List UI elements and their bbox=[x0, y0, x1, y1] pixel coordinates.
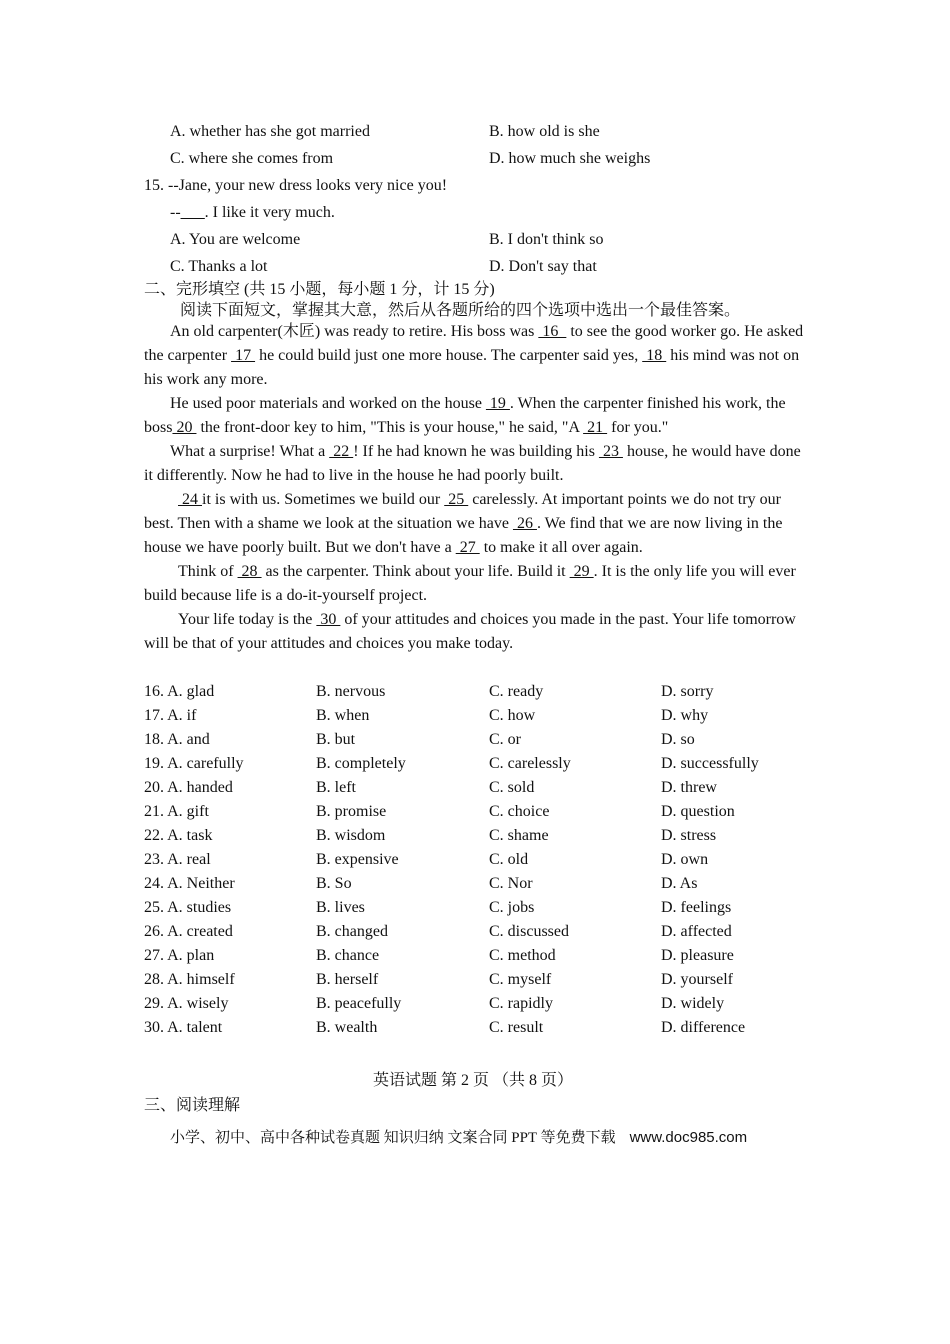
option-c: C. carelessly bbox=[489, 755, 571, 772]
option-a: 28. A. himself bbox=[144, 971, 235, 988]
passage-text: his mind was not on his work any more. bbox=[144, 347, 800, 388]
option-b: B. completely bbox=[316, 755, 406, 772]
option-a: 27. A. plan bbox=[144, 947, 215, 964]
q15-option-c: C. Thanks a lot bbox=[170, 258, 268, 275]
option-d: D. As bbox=[661, 875, 698, 892]
option-d: D. threw bbox=[661, 779, 717, 796]
option-c: C. result bbox=[489, 1019, 544, 1036]
blank-23: 23 bbox=[598, 443, 623, 460]
option-row bbox=[0, 946, 950, 970]
option-row bbox=[0, 898, 950, 922]
option-b: B. expensive bbox=[316, 851, 399, 868]
option-d: D. widely bbox=[661, 995, 725, 1012]
passage-paragraph-5 bbox=[144, 560, 804, 608]
option-a: 19. A. carefully bbox=[144, 755, 244, 772]
blank-30: 30 bbox=[316, 611, 341, 628]
passage-paragraph-4 bbox=[144, 488, 804, 560]
blank-21: 21 bbox=[583, 419, 608, 436]
blank-27: 27 bbox=[455, 539, 480, 556]
passage-text: to make it all over again. bbox=[479, 539, 643, 556]
blank-18: 18 bbox=[642, 347, 667, 364]
option-c: C. Nor bbox=[489, 875, 533, 892]
passage-text: What a surprise! What a bbox=[170, 443, 330, 460]
option-a: 16. A. glad bbox=[144, 683, 215, 700]
option-d: D. yourself bbox=[661, 971, 733, 988]
page-number-label: 英语试题 第 2 页 （共 8 页） bbox=[373, 1072, 574, 1089]
option-d: D. stress bbox=[661, 827, 717, 844]
passage-text: Your life today is the bbox=[178, 611, 317, 628]
option-c: C. discussed bbox=[489, 923, 569, 940]
option-a: 24. A. Neither bbox=[144, 875, 235, 892]
passage-text: the front-door key to him, "This is your house," he said, "A bbox=[196, 419, 584, 436]
q14-option-b: B. how old is she bbox=[489, 123, 600, 140]
option-b: B. lives bbox=[316, 899, 365, 916]
option-a: 18. A. and bbox=[144, 731, 210, 748]
option-c: C. shame bbox=[489, 827, 549, 844]
passage-text: . When the carpenter finished his work, the boss bbox=[144, 395, 786, 436]
ad-banner bbox=[170, 1128, 747, 1148]
option-a: 30. A. talent bbox=[144, 1019, 223, 1036]
option-b: B. nervous bbox=[316, 683, 386, 700]
passage-text: house, he would have done it differently. Now he had to live in the house he had poorly built. bbox=[144, 443, 801, 484]
option-row bbox=[0, 994, 950, 1018]
option-c: C. or bbox=[489, 731, 521, 748]
blank-29: 29 bbox=[569, 563, 594, 580]
option-d: D. sorry bbox=[661, 683, 714, 700]
passage-text: he could build just one more house. The carpenter said yes, bbox=[255, 347, 643, 364]
option-d: D. question bbox=[661, 803, 735, 820]
passage-paragraph-3 bbox=[144, 440, 804, 488]
passage-text: . It is the only life you will ever build because life is a do-it-yourself project. bbox=[144, 563, 796, 604]
ad-text: 小学、初中、高中各种试卷真题 知识归纳 文案合同 PPT 等免费下载 bbox=[170, 1130, 616, 1146]
option-a: 20. A. handed bbox=[144, 779, 233, 796]
option-c: C. method bbox=[489, 947, 556, 964]
option-row bbox=[0, 970, 950, 994]
option-a: 17. A. if bbox=[144, 707, 197, 724]
passage-text: An old carpenter(木匠) was ready to retire. His boss was bbox=[170, 323, 539, 340]
option-b: B. but bbox=[316, 731, 356, 748]
q15-option-a: A. You are welcome bbox=[170, 231, 301, 248]
option-c: C. rapidly bbox=[489, 995, 553, 1012]
option-row bbox=[0, 682, 950, 706]
option-row bbox=[0, 874, 950, 898]
q14-option-d: D. how much she weighs bbox=[489, 150, 651, 167]
option-c: C. how bbox=[489, 707, 536, 724]
passage-text: ! If he had known he was building his bbox=[353, 443, 599, 460]
option-a: 21. A. gift bbox=[144, 803, 209, 820]
passage-text: of your attitudes and choices you made in the past. Your life tomorrow will be that of your attitudes and choices you make today. bbox=[144, 611, 796, 652]
option-c: C. jobs bbox=[489, 899, 535, 916]
option-c: C. ready bbox=[489, 683, 544, 700]
q14-option-a: A. whether has she got married bbox=[170, 123, 370, 140]
passage-paragraph-2 bbox=[144, 392, 804, 440]
option-b: B. when bbox=[316, 707, 370, 724]
option-d: D. difference bbox=[661, 1019, 746, 1036]
option-d: D. feelings bbox=[661, 899, 732, 916]
passage-text: Think of bbox=[178, 563, 238, 580]
q15-reply bbox=[170, 203, 335, 223]
blank-28: 28 bbox=[237, 563, 262, 580]
option-row bbox=[0, 802, 950, 826]
q15-reply-prefix: -- bbox=[170, 204, 181, 221]
option-d: D. affected bbox=[661, 923, 732, 940]
option-row bbox=[0, 826, 950, 850]
passage-text: to see the good worker go. He asked the carpenter bbox=[144, 323, 804, 364]
option-row bbox=[0, 850, 950, 874]
option-a: 22. A. task bbox=[144, 827, 213, 844]
option-c: C. sold bbox=[489, 779, 535, 796]
passage-paragraph-1 bbox=[144, 320, 804, 392]
option-a: 26. A. created bbox=[144, 923, 233, 940]
blank-19: 19 bbox=[485, 395, 510, 412]
q15-reply-rest: . I like it very much. bbox=[204, 204, 335, 221]
option-b: B. So bbox=[316, 875, 352, 892]
q15-blank: ___ bbox=[180, 204, 205, 221]
option-row bbox=[0, 706, 950, 730]
passage-text: as the carpenter. Think about your life. Build it bbox=[261, 563, 570, 580]
option-b: B. wealth bbox=[316, 1019, 378, 1036]
blank-24: 24 bbox=[178, 491, 202, 508]
blank-25: 25 bbox=[444, 491, 469, 508]
blank-22: 22 bbox=[329, 443, 354, 460]
option-b: B. wisdom bbox=[316, 827, 386, 844]
option-b: B. changed bbox=[316, 923, 388, 940]
option-d: D. so bbox=[661, 731, 695, 748]
option-b: B. herself bbox=[316, 971, 379, 988]
passage-text: for you." bbox=[607, 419, 669, 436]
option-b: B. promise bbox=[316, 803, 387, 820]
option-row bbox=[0, 778, 950, 802]
passage-text: it is with us. Sometimes we build our bbox=[202, 491, 445, 508]
option-a: 29. A. wisely bbox=[144, 995, 229, 1012]
blank-26: 26 bbox=[512, 515, 537, 532]
option-c: C. old bbox=[489, 851, 529, 868]
q15-stem: 15. --Jane, your new dress looks very nice you! bbox=[144, 177, 448, 194]
ad-url-link[interactable]: www.doc985.com bbox=[629, 1129, 748, 1146]
option-row bbox=[0, 922, 950, 946]
q14-option-c: C. where she comes from bbox=[170, 150, 334, 167]
option-c: C. myself bbox=[489, 971, 552, 988]
option-c: C. choice bbox=[489, 803, 550, 820]
option-b: B. peacefully bbox=[316, 995, 402, 1012]
section2-instruction: 阅读下面短文，掌握其大意，然后从各题所给的四个选项中选出一个最佳答案。 bbox=[180, 302, 741, 319]
option-row bbox=[0, 730, 950, 754]
passage-text: carelessly. At important points we do not try our best. Then with a shame we look at the situation we have bbox=[144, 491, 781, 532]
option-d: D. own bbox=[661, 851, 709, 868]
section2-heading: 二、完形填空 (共 15 小题，每小题 1 分，计 15 分) bbox=[144, 281, 495, 298]
blank-17: 17 bbox=[231, 347, 256, 364]
blank-16: 16 bbox=[538, 323, 567, 340]
passage-paragraph-6 bbox=[144, 608, 804, 656]
q15-option-d: D. Don't say that bbox=[489, 258, 597, 275]
cloze-passage bbox=[144, 320, 804, 656]
passage-text: . We find that we are now living in the house we have poorly built. But we don't have a bbox=[144, 515, 783, 556]
option-row bbox=[0, 754, 950, 778]
option-a: 25. A. studies bbox=[144, 899, 232, 916]
q15-option-b: B. I don't think so bbox=[489, 231, 604, 248]
option-d: D. why bbox=[661, 707, 709, 724]
option-row bbox=[0, 1018, 950, 1042]
option-b: B. chance bbox=[316, 947, 380, 964]
option-b: B. left bbox=[316, 779, 356, 796]
blank-20: 20 bbox=[172, 419, 197, 436]
option-d: D. successfully bbox=[661, 755, 759, 772]
option-d: D. pleasure bbox=[661, 947, 734, 964]
option-a: 23. A. real bbox=[144, 851, 211, 868]
passage-text: He used poor materials and worked on the house bbox=[170, 395, 486, 412]
section3-heading: 三、阅读理解 bbox=[144, 1097, 241, 1114]
